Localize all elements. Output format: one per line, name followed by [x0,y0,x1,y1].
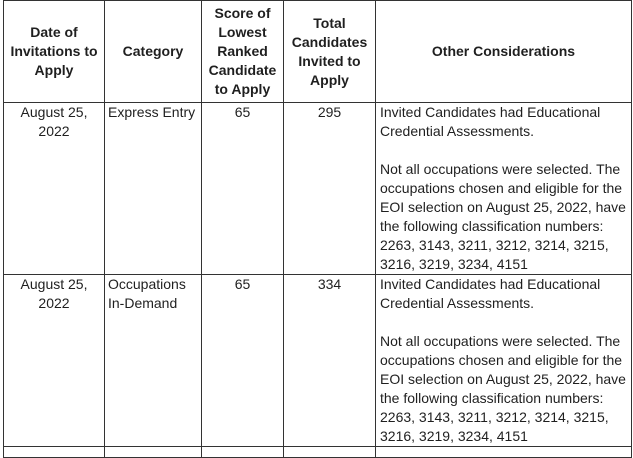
cell-total: 295 [284,103,376,275]
table-row [4,275,632,447]
cell-date: August 25, 2022 [4,103,105,275]
cell-score: 65 [202,103,284,275]
note-eca: Invited Candidates had Educational Credential Assessments. [380,276,601,311]
cell-date: August 25, 2022 [4,275,105,447]
note-occupations: Not all occupations were selected. The occupations chosen and eligible for the EOI selection on August 25, 2022, have the following classification numbers: 2263, 3143, 3211, 3212, 3214, 3215, 3216, 3219, 3234, 4151 [380,333,626,444]
invitations-table [3,0,632,458]
header-other-considerations: Other Considerations [376,1,632,103]
cell-category: Express Entry [105,103,202,275]
cell-total: 334 [284,275,376,447]
header-total: Total Candidates Invited to Apply [284,1,376,103]
header-row [4,1,632,103]
cell-score: 65 [202,275,284,447]
cell-category: Occupations In-Demand [105,275,202,447]
cell-other-considerations [376,103,632,275]
note-eca: Invited Candidates had Educational Credential Assessments. [380,104,601,139]
cell-other-considerations [376,275,632,447]
table-row [4,103,632,275]
header-date: Date of Invitations to Apply [4,1,105,103]
header-category: Category [105,1,202,103]
note-occupations: Not all occupations were selected. The occupations chosen and eligible for the EOI selection on August 25, 2022, have the following classification numbers: 2263, 3143, 3211, 3212, 3214, 3215, 3216, 3219, 3234, 4151 [380,161,626,272]
header-score: Score of Lowest Ranked Candidate to Apply [202,1,284,103]
table-row-partial [4,447,632,458]
